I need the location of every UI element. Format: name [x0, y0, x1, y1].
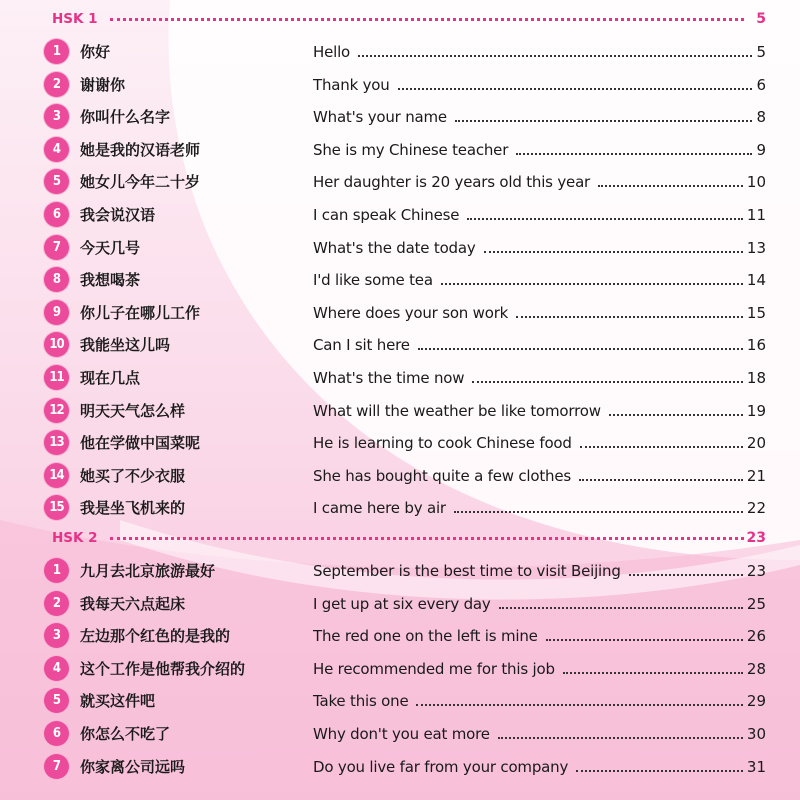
lesson-title-line [313, 138, 766, 162]
toc-entry[interactable] [44, 135, 766, 163]
lesson-title-line [313, 592, 766, 616]
lesson-number-badge: 5 [44, 169, 69, 194]
lesson-page-number: 26 [746, 627, 766, 646]
dot-leader [416, 704, 743, 706]
lesson-title-line [313, 333, 766, 357]
dot-leader [454, 511, 743, 513]
lesson-title-english: What's the date today [313, 238, 476, 257]
lesson-title-english: I'd like some tea [313, 271, 433, 290]
lesson-page-number: 20 [746, 434, 766, 453]
section-page-number: 23 [746, 530, 766, 546]
lesson-page-number: 16 [746, 336, 766, 355]
lesson-title-english: The red one on the left is mine [313, 627, 538, 646]
toc-entry[interactable] [44, 589, 766, 617]
lesson-title-english: Do you live far from your company [313, 757, 569, 776]
toc-entry[interactable] [44, 428, 766, 456]
lesson-number-badge: 7 [44, 754, 69, 779]
lesson-title-line [313, 399, 766, 423]
section-page-number: 5 [756, 11, 766, 27]
lesson-page-number: 6 [756, 75, 766, 94]
dot-leader [358, 55, 752, 57]
lesson-title-english: Why don't you eat more [313, 725, 490, 743]
dot-leader [398, 88, 752, 90]
lesson-title-line [313, 755, 766, 779]
lesson-page-number: 18 [746, 369, 766, 387]
lesson-title-line [313, 268, 766, 292]
toc-entry[interactable] [44, 654, 766, 682]
lesson-page-number: 19 [746, 401, 766, 420]
lesson-number-badge: 9 [44, 300, 69, 325]
lesson-title-english: I can speak Chinese [313, 206, 460, 224]
lesson-title-chinese: 我想喝茶 [80, 271, 141, 290]
lesson-number-badge: 3 [44, 104, 69, 129]
lesson-title-english: What will the weather be like tomorrow [313, 401, 601, 420]
lesson-page-number: 8 [756, 108, 766, 127]
lesson-page-number: 28 [746, 659, 766, 678]
dot-leader [546, 639, 743, 641]
lesson-title-chinese: 九月去北京旅游最好 [80, 562, 216, 580]
toc-entry[interactable] [44, 200, 766, 228]
lesson-title-chinese: 明天天气怎么样 [80, 401, 186, 420]
lesson-title-line [313, 559, 766, 583]
dot-leader [472, 381, 743, 383]
toc-entry[interactable] [44, 363, 766, 391]
lesson-title-chinese: 我会说汉语 [80, 206, 156, 224]
toc-entry[interactable] [44, 621, 766, 649]
dot-leader [418, 348, 743, 350]
lesson-page-number: 11 [746, 206, 766, 224]
lesson-number-badge: 1 [44, 558, 69, 583]
dot-leader [609, 414, 743, 416]
lesson-page-number: 25 [746, 594, 766, 613]
toc-entry[interactable] [44, 686, 766, 714]
dot-leader [579, 479, 743, 481]
toc-entry[interactable] [44, 102, 766, 130]
lesson-page-number: 21 [746, 466, 766, 485]
section-title: HSK 1 [52, 11, 98, 27]
lesson-title-english: What's your name [313, 108, 447, 127]
toc-entry[interactable] [44, 167, 766, 195]
dot-leader [598, 185, 743, 187]
lesson-page-number: 9 [756, 140, 766, 159]
lesson-title-english: She is my Chinese teacher [313, 140, 509, 159]
toc-entry[interactable] [44, 265, 766, 293]
dot-leader [580, 446, 743, 448]
lesson-title-line [313, 464, 766, 488]
lesson-title-chinese: 就买这件吧 [80, 692, 156, 711]
lesson-title-english: Can I sit here [313, 336, 410, 355]
lesson-number-badge: 3 [44, 623, 69, 648]
lesson-title-line [313, 301, 766, 325]
toc-entry[interactable] [44, 70, 766, 98]
lesson-title-chinese: 她是我的汉语老师 [80, 140, 201, 159]
dot-leader [441, 283, 743, 285]
toc-entry[interactable] [44, 298, 766, 326]
lesson-title-english: I came here by air [313, 499, 446, 518]
toc-entry[interactable] [44, 493, 766, 521]
toc-entry[interactable] [44, 37, 766, 65]
lesson-title-chinese: 她女儿今年二十岁 [80, 173, 201, 192]
lesson-number-badge: 15 [44, 495, 69, 520]
lesson-number-badge: 2 [44, 72, 69, 97]
lesson-title-line [313, 624, 766, 648]
lesson-title-line [313, 689, 766, 713]
dot-leader [455, 120, 752, 122]
lesson-title-chinese: 你好 [80, 43, 111, 61]
lesson-title-english: Where does your son work [313, 303, 509, 322]
lesson-title-chinese: 你叫什么名字 [80, 108, 171, 127]
lesson-number-badge: 10 [44, 332, 69, 357]
dot-leader [484, 251, 743, 253]
lesson-page-number: 10 [746, 173, 766, 192]
dot-leader [499, 607, 743, 609]
lesson-page-number: 22 [746, 499, 766, 518]
lesson-title-english: Thank you [313, 75, 390, 94]
lesson-number-badge: 14 [44, 463, 69, 488]
lesson-title-english: He recommended me for this job [313, 659, 555, 678]
lesson-number-badge: 4 [44, 137, 69, 162]
lesson-number-badge: 2 [44, 591, 69, 616]
lesson-title-chinese: 她买了不少衣服 [80, 466, 186, 485]
lesson-title-line [313, 496, 766, 520]
lesson-number-badge: 4 [44, 656, 69, 681]
lesson-title-line [313, 203, 766, 227]
lesson-title-line [313, 366, 766, 390]
lesson-title-chinese: 谢谢你 [80, 75, 126, 94]
lesson-page-number: 5 [756, 43, 766, 61]
lesson-number-badge: 1 [44, 39, 69, 64]
dot-leader [516, 153, 752, 155]
lesson-title-chinese: 这个工作是他帮我介绍的 [80, 659, 246, 678]
dot-leader [516, 316, 743, 318]
lesson-title-line [313, 170, 766, 194]
toc-entry[interactable] [44, 396, 766, 424]
lesson-page-number: 29 [746, 692, 766, 711]
lesson-number-badge: 8 [44, 267, 69, 292]
toc-entry[interactable] [44, 752, 766, 780]
lesson-page-number: 15 [746, 303, 766, 322]
lesson-title-chinese: 你怎么不吃了 [80, 725, 171, 743]
dot-leader [576, 770, 743, 772]
lesson-page-number: 23 [746, 562, 766, 580]
lesson-page-number: 14 [746, 271, 766, 290]
lesson-title-chinese: 你儿子在哪儿工作 [80, 303, 201, 322]
lesson-title-chinese: 我能坐这儿吗 [80, 336, 171, 355]
dot-leader [629, 574, 743, 576]
lesson-title-english: She has bought quite a few clothes [313, 466, 571, 485]
lesson-title-english: Her daughter is 20 years old this year [313, 173, 591, 192]
lesson-title-line [313, 236, 766, 260]
lesson-title-line [313, 722, 766, 746]
section-header[interactable] [52, 528, 766, 548]
lesson-number-badge: 12 [44, 398, 69, 423]
lesson-title-chinese: 左边那个红色的是我的 [80, 627, 231, 646]
lesson-title-chinese: 他在学做中国菜呢 [80, 434, 201, 453]
lesson-title-chinese: 我是坐飞机来的 [80, 499, 186, 518]
dot-leader [563, 672, 743, 674]
toc-entry[interactable] [44, 719, 766, 747]
toc-entry[interactable] [44, 461, 766, 489]
lesson-title-line [313, 73, 766, 97]
lesson-title-line [313, 105, 766, 129]
lesson-title-english: September is the best time to visit Beijing [313, 562, 621, 580]
lesson-title-english: Take this one [313, 692, 409, 711]
lesson-number-badge: 13 [44, 430, 69, 455]
lesson-page-number: 13 [746, 238, 766, 257]
lesson-number-badge: 6 [44, 202, 69, 227]
section-dotted-rule [110, 537, 744, 540]
lesson-page-number: 31 [746, 757, 766, 776]
lesson-number-badge: 5 [44, 688, 69, 713]
dot-leader [498, 737, 743, 739]
toc-entry[interactable] [44, 330, 766, 358]
lesson-title-line [313, 40, 766, 64]
toc-entry[interactable] [44, 233, 766, 261]
lesson-title-english: I get up at six every day [313, 594, 491, 613]
lesson-title-line [313, 431, 766, 455]
lesson-title-chinese: 现在几点 [80, 369, 141, 387]
section-title: HSK 2 [52, 530, 98, 546]
lesson-title-english: He is learning to cook Chinese food [313, 434, 572, 453]
lesson-title-line [313, 657, 766, 681]
lesson-number-badge: 11 [44, 365, 69, 390]
dot-leader [467, 218, 743, 220]
section-header[interactable] [52, 9, 766, 29]
lesson-title-english: What's the time now [313, 369, 465, 387]
lesson-number-badge: 6 [44, 721, 69, 746]
toc-entry[interactable] [44, 556, 766, 584]
lesson-title-chinese: 我每天六点起床 [80, 594, 186, 613]
lesson-number-badge: 7 [44, 235, 69, 260]
lesson-title-chinese: 今天几号 [80, 238, 141, 257]
section-dotted-rule [110, 18, 744, 21]
lesson-page-number: 30 [746, 725, 766, 743]
lesson-title-chinese: 你家离公司远吗 [80, 757, 186, 776]
lesson-title-english: Hello [313, 43, 351, 61]
